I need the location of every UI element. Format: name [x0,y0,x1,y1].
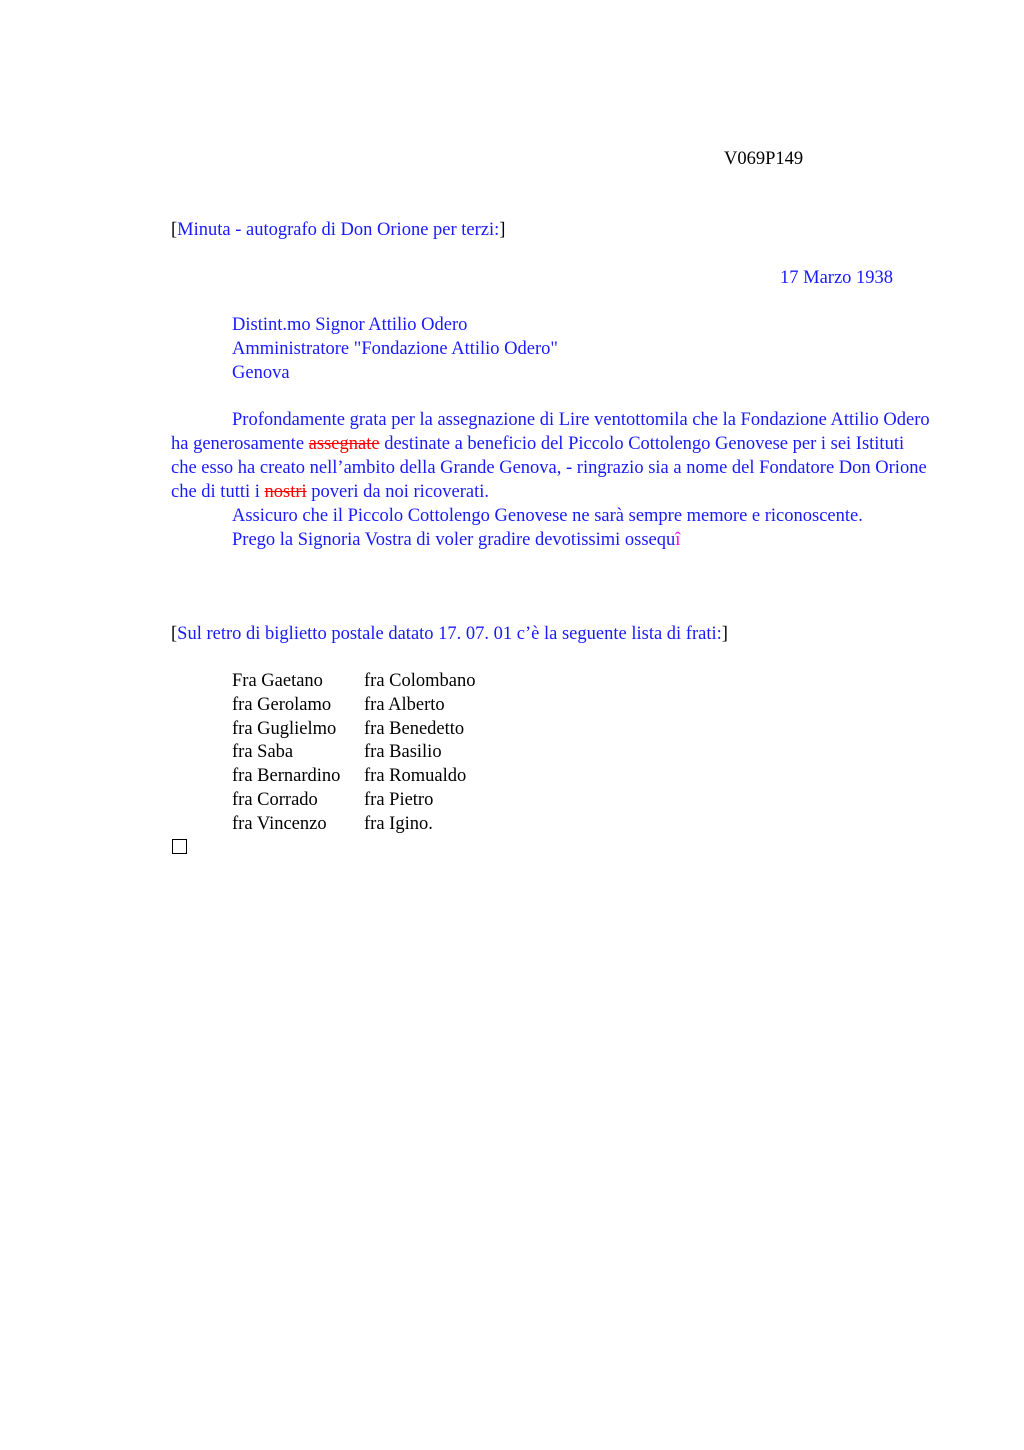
friar-name: Fra Gaetano [232,671,323,691]
closing-text: Prego la Signoria Vostra di voler gradire devotissimi ossequ [232,530,676,550]
friars-row [232,789,476,813]
end-of-document-box-icon [172,839,187,854]
address-line-city: Genova [232,363,290,383]
deleted-word-nostri: nostri [264,482,307,502]
friar-name: fra Colombano [364,671,476,691]
paragraph-thanks-part-2: destinate a beneficio del Piccolo Cottolengo Genovese per i sei Istituti che esso ha creato nell’ambito della Grande Genova, - ringrazio sia a nome del Fondatore Don Orione che di tutti i [171,434,927,502]
bracket-open: [ [171,220,178,240]
friars-table [232,670,476,837]
address-block [232,313,558,385]
editorial-note-text: Minuta - autografo di Don Orione per terzi: [177,220,500,240]
paragraph-thanks [171,408,931,504]
friars-list [232,670,476,837]
friar-name: fra Romualdo [364,766,467,787]
editorial-note-text: Sul retro di biglietto postale datato 17. 07. 01 c’è la seguente lista di frati: [177,624,722,644]
editorial-note-minuta [171,218,505,242]
friar-name: fra Corrado [232,789,318,810]
deleted-word-assegnate: assegnate [308,434,380,454]
friar-name: fra Vincenzo [232,813,327,834]
friar-name: fra Saba [232,742,294,763]
letter-date: 17 Marzo 1938 [780,268,894,288]
paragraph-thanks-part-3: poveri da noi ricoverati. [306,482,490,502]
bracket-close: ] [721,624,728,644]
friar-name: fra Guglielmo [232,718,337,739]
paragraph-closing [171,528,931,552]
friar-name: fra Alberto [364,694,445,715]
closing-accent: î [675,530,681,550]
letter-body [171,408,931,552]
paragraph-thanks-part-1: Profondamente grata per la assegnazione di Lire ventottomila che la Fondazione Attilio Odero ha generosamente [171,410,930,454]
paragraph-assurance: Assicuro che il Piccolo Cottolengo Genovese ne sarà sempre memore e riconoscente. [232,506,863,526]
friars-row [232,718,476,742]
address-line-recipient: Distint.mo Signor Attilio Odero [232,315,468,335]
friars-row [232,670,476,694]
friar-name: fra Igino. [364,813,433,834]
friar-name: fra Gerolamo [232,694,332,715]
document-code: V069P149 [724,149,804,169]
friar-name: fra Benedetto [364,718,465,739]
friar-name: fra Basilio [364,742,442,763]
editorial-note-retro [171,622,728,646]
bracket-open: [ [171,624,178,644]
friar-name: fra Bernardino [232,766,341,787]
friars-row [232,813,476,837]
friars-row [232,741,476,765]
friars-row [232,694,476,718]
address-line-title: Amministratore "Fondazione Attilio Odero" [232,339,558,359]
friar-name: fra Pietro [364,789,434,810]
bracket-close: ] [499,220,506,240]
friars-row [232,765,476,789]
